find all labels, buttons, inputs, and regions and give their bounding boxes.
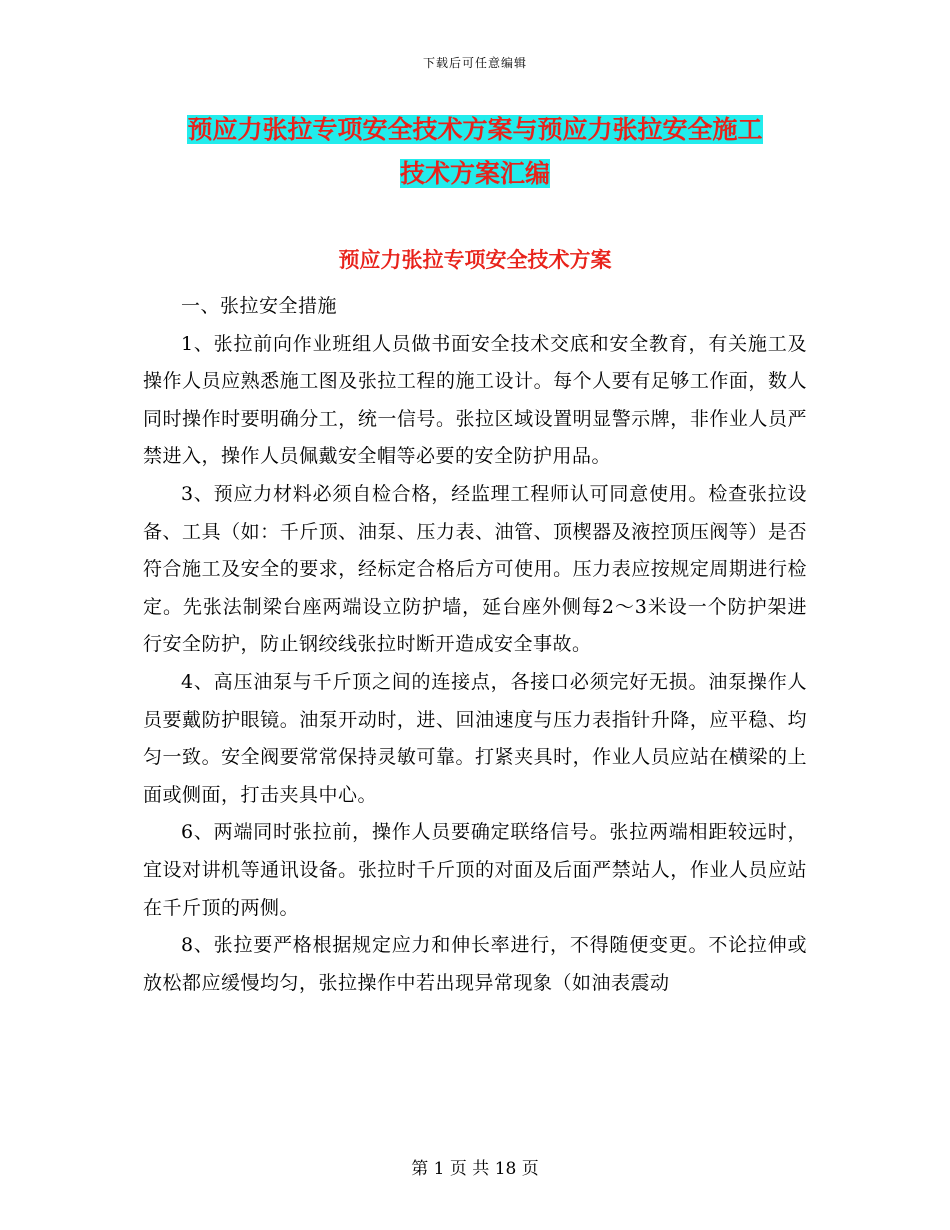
heading-safety-measures: 一、张拉安全措施	[181, 295, 338, 317]
paragraph-8: 8、张拉要严格根据规定应力和伸长率进行，不得随便变更。不论拉伸或放松都应缓慢均匀，张拉操作中若出现异常现象（如油表震动	[143, 934, 807, 994]
paragraph-6: 6、两端同时张拉前，操作人员要确定联络信号。张拉两端相距较远时，宜设对讲机等通讯设备。张拉时千斤顶的对面及后面严禁站人，作业人员应站在千斤顶的两侧。	[143, 821, 807, 919]
document-title-line-1	[140, 108, 810, 152]
section-title: 预应力张拉专项安全技术方案	[338, 247, 612, 272]
paragraph-3: 3、预应力材料必须自检合格，经监理工程师认可同意使用。检查张拉设备、工具（如：千斤顶、油泵、压力表、油管、顶楔器及液控顶压阀等）是否符合施工及安全的要求，经标定合格后方可使用。压力表应按规定周期进行检定。先张法制梁台座两端设立防护墙，延台座外侧每2～3米设一个防护架进行安全防护，防止钢绞线张拉时断开造成安全事故。	[143, 482, 807, 656]
document-body	[143, 288, 807, 1002]
document-title-text-2: 技术方案汇编	[399, 159, 550, 188]
document-title-text-1: 预应力张拉专项安全技术方案与预应力张拉安全施工	[187, 115, 763, 144]
paragraph-1: 1、张拉前向作业班组人员做书面安全技术交底和安全教育，有关施工及操作人员应熟悉施工图及张拉工程的施工设计。每个人要有足够工作面，数人同时操作时要明确分工，统一信号。张拉区域设置明显警示牌，非作业人员严禁进入，操作人员佩戴安全帽等必要的安全防护用品。	[143, 332, 807, 468]
document-title-line-2	[140, 152, 810, 196]
header-note: 下载后可任意编辑	[422, 56, 527, 70]
page-footer: 第 1 页 共 18 页	[411, 1159, 539, 1179]
paragraph-4: 4、高压油泵与千斤顶之间的连接点，各接口必须完好无损。油泵操作人员要戴防护眼镜。油泵开动时，进、回油速度与压力表指针升降，应平稳、均匀一致。安全阀要常常保持灵敏可靠。打紧夹具时，作业人员应站在横梁的上面或侧面，打击夹具中心。	[143, 670, 807, 806]
